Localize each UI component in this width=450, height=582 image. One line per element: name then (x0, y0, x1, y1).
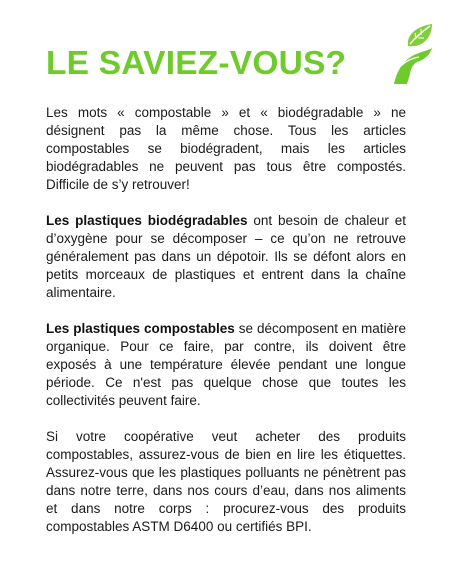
paragraph-biodegradable: Les plastiques biodégradables ont besoin de chaleur et d’oxygène pour se décomposer – ce qu’on ne retrouve généralement pas dans un dépotoir. Ils se défont alors en petits morceaux de plastiques et entrent dans la chaîne alimentaire. (46, 213, 406, 300)
paragraph-intro: Les mots « compostable » et « biodégradable » ne désignent pas la même chose. Tous les articles compostables se biodégradent, mais les articles biodégradables ne peuvent pas tous être compostés. Difficile de s’y retrouver! (46, 105, 406, 192)
paragraph-advice: Si votre coopérative veut acheter des produits compostables, assurez-vous de bien en lire les étiquettes. Assurez-vous que les plastiques polluants ne pénètrent pas dans notre terre, dans nos cours d’eau, dans nos aliments et dans notre corps : procurez-vous des produits compostables ASTM D6400 ou certifiés BPI. (46, 429, 406, 534)
paragraph-compostable: Les plastiques compostables se décomposent en matière organique. Pour ce faire, par contre, ils doivent être exposés à une température élevée pendant une longue période. Ce n'est pas quelque chose que toutes les collectivités peuvent faire. (46, 321, 406, 408)
article-body (46, 104, 406, 554)
term-compostable: Les plastiques compostables (46, 321, 235, 336)
term-biodegradable: Les plastiques biodégradables (46, 213, 248, 228)
header (46, 38, 436, 88)
page-title: LE SAVIEZ-VOUS? (46, 45, 347, 82)
hand-holding-leaf-icon (392, 24, 434, 86)
